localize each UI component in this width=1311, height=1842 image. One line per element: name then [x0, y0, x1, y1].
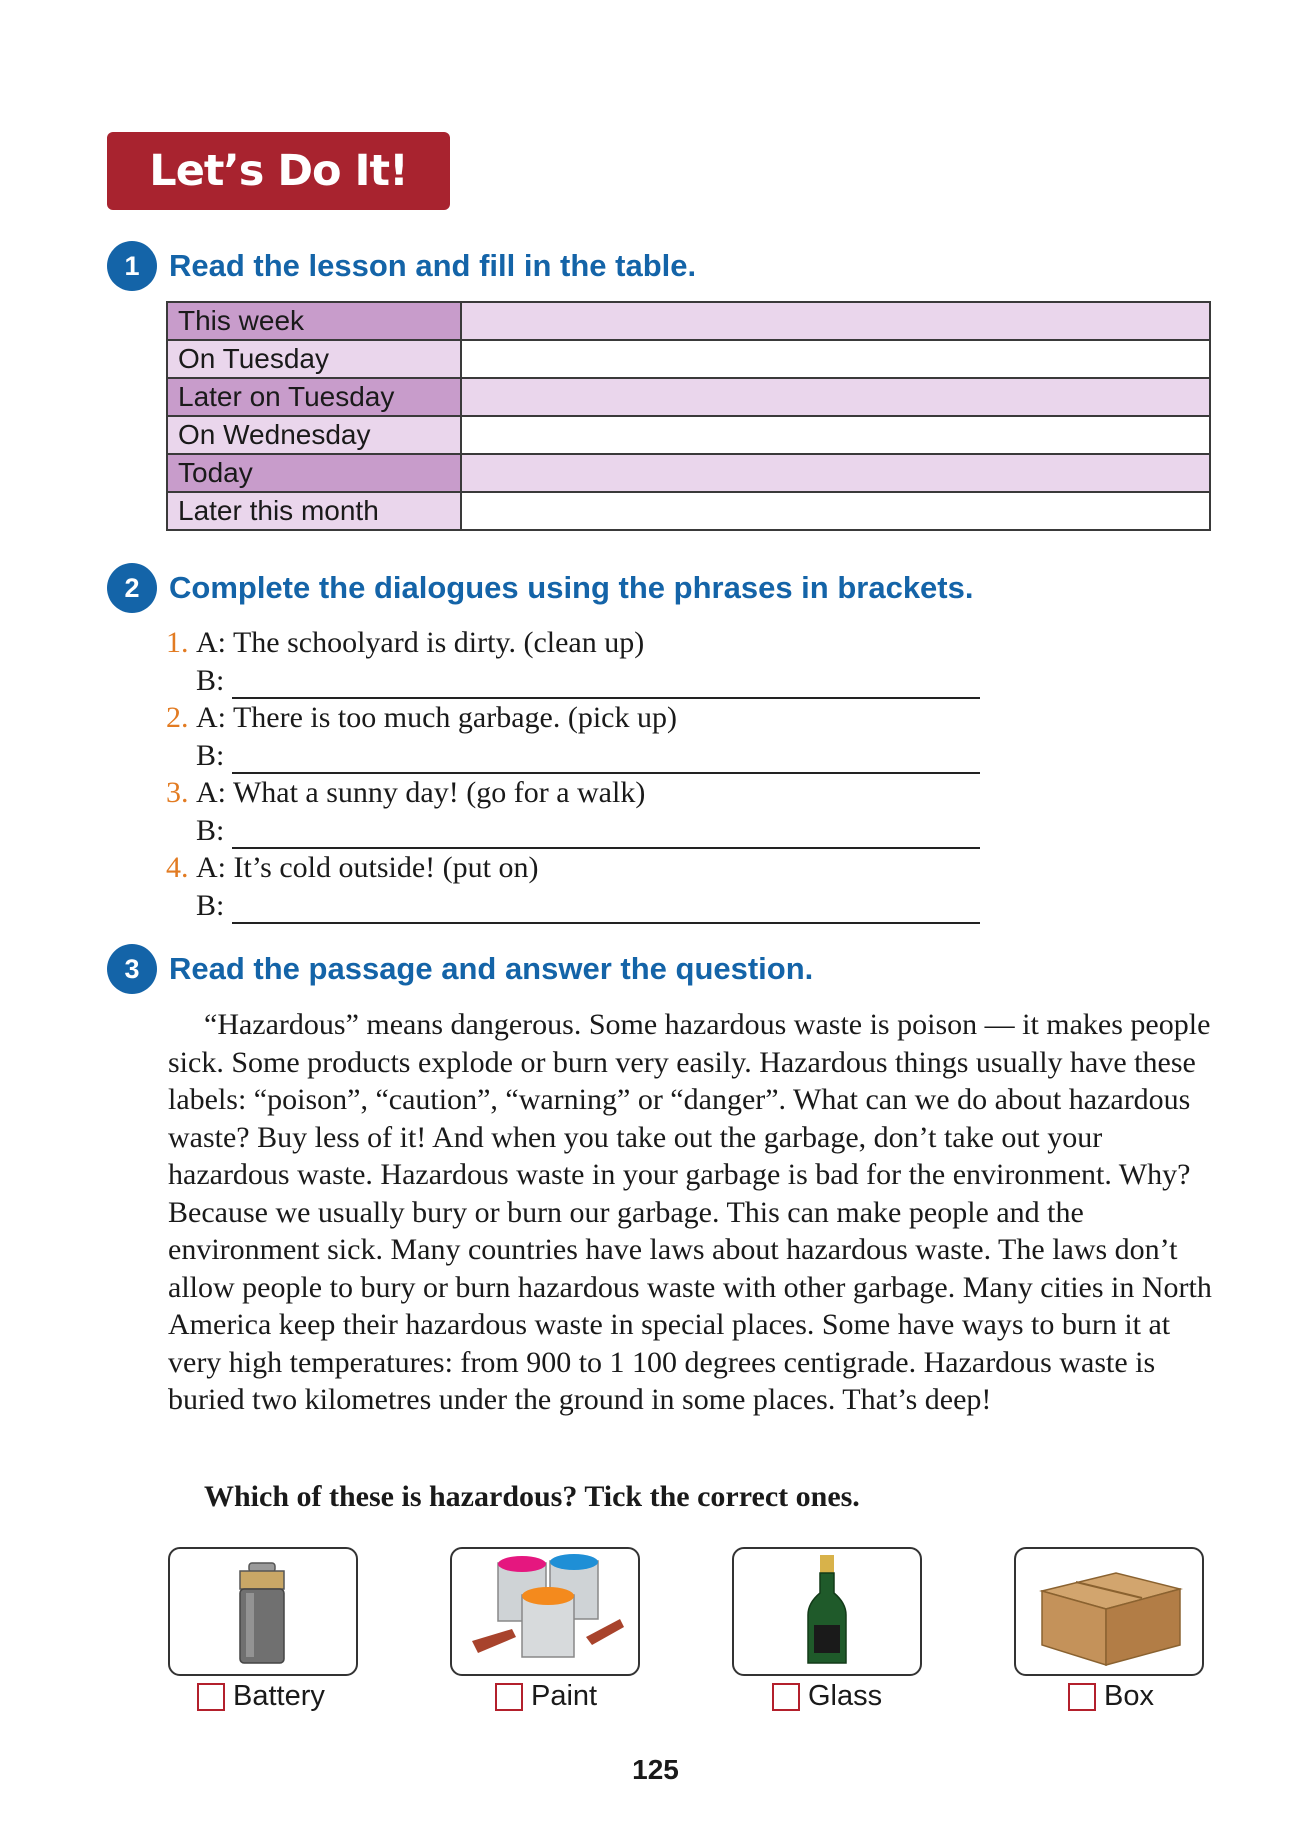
option-glass[interactable] [772, 1680, 882, 1713]
paint-checkbox[interactable] [495, 1683, 523, 1711]
dialogue-prompt: A: The schoolyard is dirty. (clean up) [196, 626, 645, 659]
battery-checkbox[interactable] [197, 1683, 225, 1711]
table-row [167, 416, 1210, 454]
option-box[interactable] [1068, 1680, 1154, 1713]
box-card [1014, 1547, 1204, 1676]
battery-card [168, 1547, 358, 1676]
glass-bottle-icon [734, 1549, 920, 1674]
answer-cell[interactable] [461, 416, 1210, 454]
glass-checkbox[interactable] [772, 1683, 800, 1711]
fill-in-table [166, 301, 1211, 531]
table-row [167, 454, 1210, 492]
glass-card [732, 1547, 922, 1676]
paint-cans-icon [452, 1549, 638, 1674]
answer-cell[interactable] [461, 340, 1210, 378]
dialogue-b-label: B: [196, 663, 225, 697]
dialogue-b-line [166, 812, 980, 850]
task-2-number: 2 [107, 563, 157, 613]
answer-cell[interactable] [461, 378, 1210, 416]
row-label: Later this month [167, 492, 461, 530]
dialogue-prompt: A: It’s cold outside! (put on) [196, 851, 539, 884]
answer-cell[interactable] [461, 454, 1210, 492]
box-checkbox[interactable] [1068, 1683, 1096, 1711]
dialogue-number: 3. [166, 776, 189, 809]
battery-icon [170, 1549, 356, 1674]
answer-cell[interactable] [461, 492, 1210, 530]
task-3-number: 3 [107, 944, 157, 994]
cardboard-box-icon [1016, 1549, 1202, 1674]
dialogue-number: 2. [166, 701, 189, 734]
dialogue-b-label: B: [196, 738, 225, 772]
dialogue-a-line [166, 849, 980, 887]
page-number: 125 [632, 1754, 679, 1785]
task-2-heading [107, 563, 973, 613]
answer-blank[interactable] [232, 742, 980, 774]
option-paint[interactable] [495, 1680, 597, 1713]
option-label: Box [1104, 1680, 1154, 1712]
dialogue-b-label: B: [196, 813, 225, 847]
row-label: Later on Tuesday [167, 378, 461, 416]
task-1-title: Read the lesson and fill in the table. [169, 248, 697, 283]
answer-blank[interactable] [232, 667, 980, 699]
answer-blank[interactable] [232, 817, 980, 849]
task-1-heading [107, 241, 696, 291]
lets-do-it-banner [107, 132, 450, 210]
task-2-title: Complete the dialogues using the phrases in brackets. [169, 570, 974, 605]
dialogue-b-label: B: [196, 888, 225, 922]
answer-cell[interactable] [461, 302, 1210, 340]
table-row [167, 378, 1210, 416]
option-label: Battery [233, 1680, 325, 1712]
reading-passage: “Hazardous” means dangerous. Some hazardous waste is poison — it makes people sick. Some products explode or burn very easily. Hazardous things usually have these labels: “poison”, “caution”, “warning” or “danger”. What can we do about hazardous waste? Buy less of it! And when you take out the garbage, don’t take out your hazardous waste. Hazardous waste in your garbage is bad for the environment. Why? Because we usually bury or burn our garbage. This can make people and the environment sick. Many countries have laws about hazardous waste. The laws don’t allow people to bury or burn hazardous waste with other garbage. Many cities in North America keep their hazardous waste in special places. Some have ways to burn it at very high temperatures: from 900 to 1 100 degrees centigrade. Hazardous waste is buried two kilometres under the ground in some places. That’s deep! [168, 1008, 1212, 1416]
option-label: Paint [531, 1680, 598, 1712]
dialogue-a-line [166, 699, 980, 737]
table-row [167, 302, 1210, 340]
tick-question: Which of these is hazardous? Tick the correct ones. [204, 1480, 860, 1513]
dialogue-number: 1. [166, 626, 189, 659]
answer-blank[interactable] [232, 892, 980, 924]
dialogue-list [166, 624, 980, 924]
dialogue-b-line [166, 662, 980, 700]
row-label: On Wednesday [167, 416, 461, 454]
banner-title: Let’s Do It! [149, 146, 408, 196]
dialogue-a-line [166, 624, 980, 662]
option-battery[interactable] [197, 1680, 325, 1713]
task-1-number: 1 [107, 241, 157, 291]
row-label: Today [167, 454, 461, 492]
table-row [167, 492, 1210, 530]
dialogue-prompt: A: There is too much garbage. (pick up) [196, 701, 677, 734]
task-3-title: Read the passage and answer the question. [169, 951, 814, 986]
dialogue-number: 4. [166, 851, 189, 884]
option-label: Glass [808, 1680, 883, 1712]
dialogue-b-line [166, 887, 980, 925]
row-label: On Tuesday [167, 340, 461, 378]
dialogue-prompt: A: What a sunny day! (go for a walk) [196, 776, 646, 809]
table-row [167, 340, 1210, 378]
task-3-heading [107, 944, 813, 994]
dialogue-a-line [166, 774, 980, 812]
row-label: This week [167, 302, 461, 340]
dialogue-b-line [166, 737, 980, 775]
paint-card [450, 1547, 640, 1676]
